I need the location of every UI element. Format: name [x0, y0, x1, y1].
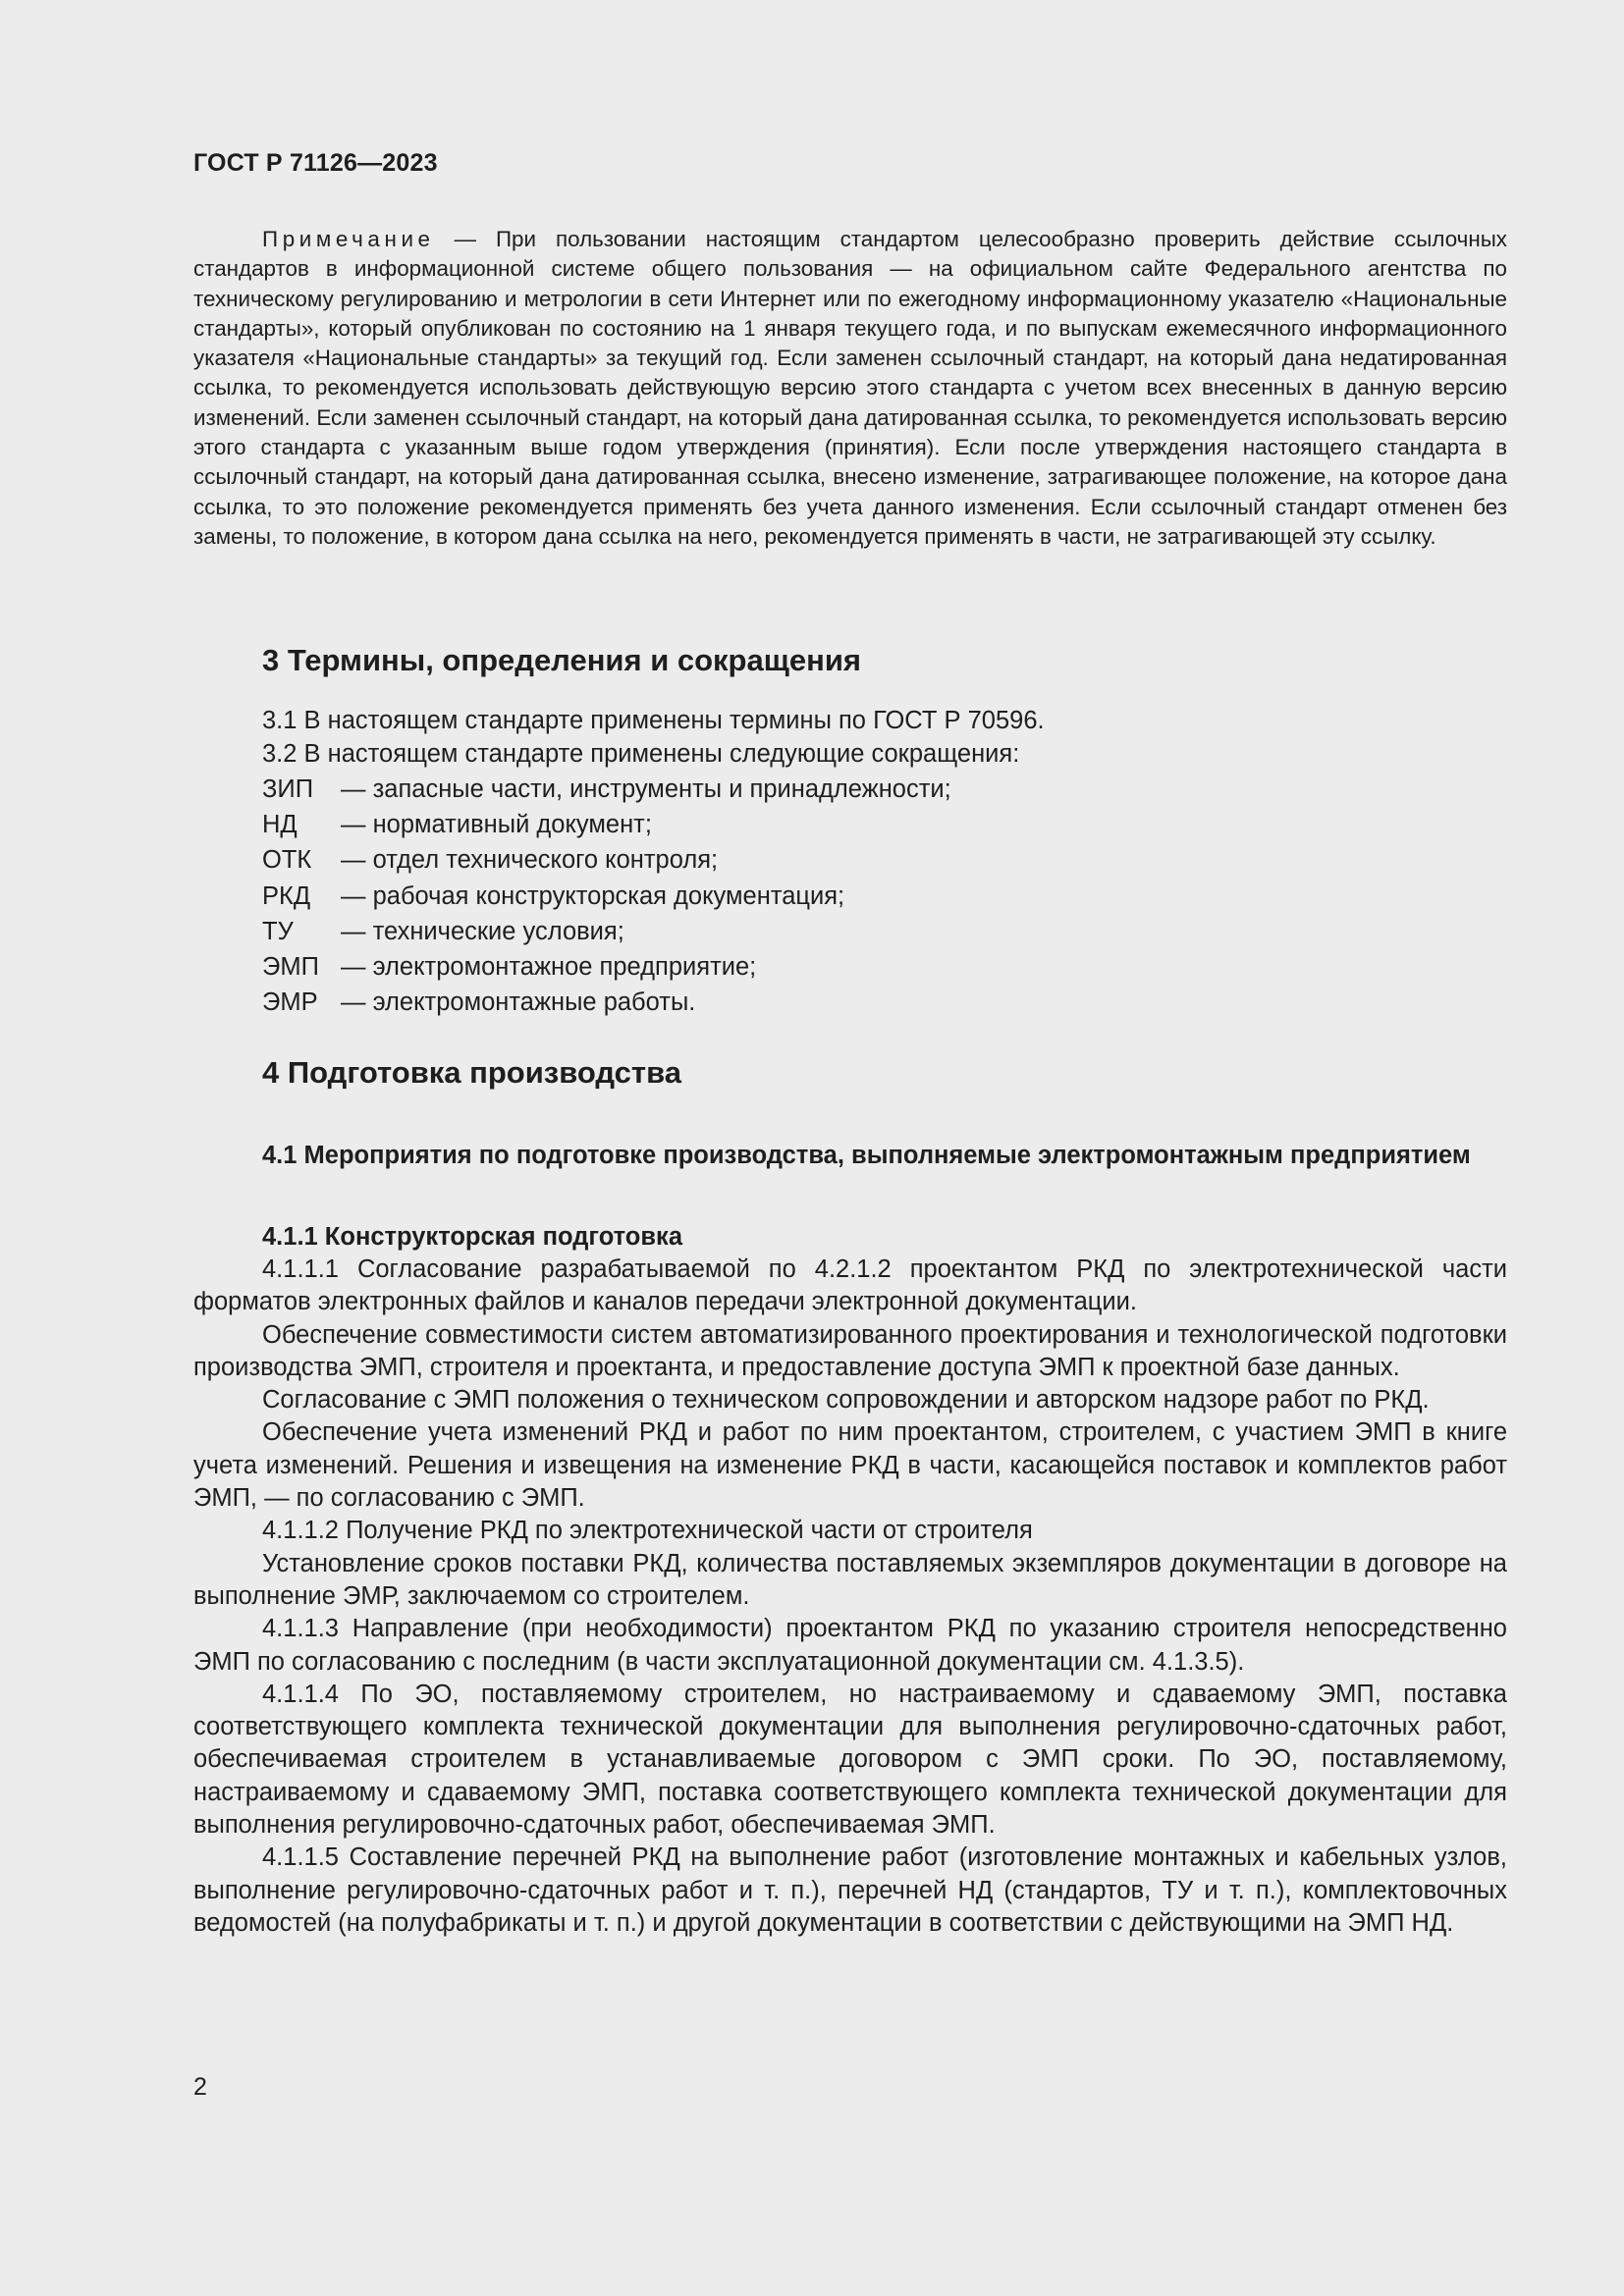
- reference-note: [193, 225, 1507, 552]
- abbreviation-item: [262, 842, 951, 878]
- abbreviation-term: ТУ: [262, 917, 294, 945]
- note-text: При пользовании настоящим стандартом целесообразно проверить действие ссылочных стандартов в информационной системе общего пользования — на официальном сайте Федерального агентства по техническому регулированию и метрологии в сети Интернет или по ежегодному информационному указателю «Национальные стандарты», который опубликован по состоянию на 1 января текущего года, и по выпускам ежемесячного информационного указателя «Национальные стандарты» за текущий год. Если заменен ссылочный стандарт, на который дана недатированная ссылка, то рекомендуется использовать действующую версию этого стандарта с учетом всех внесенных в данную версию изменений. Если заменен ссылочный стандарт, на который дана датированная ссылка, то рекомендуется использовать версию этого стандарта с указанным выше годом утверждения (принятия). Если после утверждения настоящего стандарта в ссылочный стандарт, на который дана датированная ссылка, внесено изменение, затрагивающее положение, на которое дана ссылка, то это положение рекомендуется применять без учета данного изменения. Если ссылочный стандарт отменен без замены, то положение, в котором дана ссылка на него, рекомендуется применять в части, не затрагивающей эту ссылку.: [193, 227, 1507, 549]
- abbreviation-definition: — рабочая конструкторская документация;: [341, 881, 845, 910]
- abbreviation-item: [262, 772, 951, 807]
- section-4-body: [193, 1254, 1507, 1940]
- abbreviation-definition: — электромонтажные работы.: [341, 988, 696, 1017]
- abbreviation-item: [262, 985, 951, 1020]
- body-paragraph: Обеспечение учета изменений РКД и работ по ним проектантом, строителем, с участием ЭМП в книге учета изменений. Решения и извещения на изменение РКД в части, касающейся поставок и комплектов работ ЭМП, — по согласованию с ЭМП.: [193, 1418, 1507, 1513]
- abbreviation-item: [262, 807, 951, 842]
- note-label: Примечание: [262, 227, 435, 251]
- abbreviations-list: [262, 772, 951, 1020]
- body-paragraph: 4.1.1.2 Получение РКД по электротехнической части от строителя: [262, 1517, 1033, 1545]
- abbreviation-definition: — запасные части, инструменты и принадлежности;: [341, 775, 951, 803]
- subsection-4-1-1-heading: 4.1.1 Конструкторская подготовка: [262, 1223, 682, 1251]
- note-dash: —: [434, 227, 496, 251]
- section-3-heading: 3 Термины, определения и сокращения: [262, 643, 861, 677]
- abbreviation-term: ОТК: [262, 846, 312, 875]
- document-id: ГОСТ Р 71126—2023: [193, 149, 438, 177]
- abbreviation-term: ЭМП: [262, 952, 319, 981]
- abbreviation-term: ЭМР: [262, 988, 318, 1017]
- abbreviation-definition: — отдел технического контроля;: [341, 846, 719, 875]
- clause-3-1: 3.1 В настоящем стандарте применены термины по ГОСТ Р 70596.: [262, 707, 1045, 734]
- abbreviation-item: [262, 879, 951, 914]
- clause-3-2: 3.2 В настоящем стандарте применены следующие сокращения:: [262, 740, 1020, 768]
- abbreviation-term: РКД: [262, 881, 311, 910]
- body-paragraph: Согласование с ЭМП положения о техническом сопровождении и авторском надзоре работ по РКД.: [262, 1386, 1430, 1415]
- body-paragraph: 4.1.1.5 Составление перечней РКД на выполнение работ (изготовление монтажных и кабельных узлов, выполнение регулировочно-сдаточных работ и т. п.), перечней НД (стандартов, ТУ и т. п.), комплектовочных ведомостей (на полуфабрикаты и т. п.) и другой документации в соответствии с действующими на ЭМП НД.: [193, 1843, 1507, 1937]
- abbreviation-definition: — технические условия;: [341, 917, 624, 945]
- page-number: 2: [193, 2073, 207, 2101]
- body-paragraph: Установление сроков поставки РКД, количества поставляемых экземпляров документации в договоре на выполнение ЭМР, заключаемом со строителем.: [193, 1549, 1507, 1610]
- subsection-4-1-heading: 4.1 Мероприятия по подготовке производства, выполняемые электромонтажным предприятием: [262, 1142, 1471, 1169]
- body-paragraph: 4.1.1.4 По ЭО, поставляемому строителем, но настраиваемому и сдаваемому ЭМП, поставка соответствующего комплекта технической документации для выполнения регулировочно-сдаточных работ, обеспечиваемая строителем в устанавливаемые договором с ЭМП сроки. По ЭО, поставляемому, настраиваемому и сдаваемому ЭМП, поставка соответствующего комплекта технической документации для выполнения регулировочно-сдаточных работ, обеспечиваемая ЭМП.: [193, 1680, 1507, 1840]
- abbreviation-item: [262, 949, 951, 985]
- body-paragraph: 4.1.1.3 Направление (при необходимости) проектантом РКД по указанию строителя непосредственно ЭМП по согласованию с последним (в части эксплуатационной документации см. 4.1.3.5).: [193, 1615, 1507, 1676]
- abbreviation-item: [262, 914, 951, 949]
- abbreviation-term: НД: [262, 811, 298, 839]
- abbreviation-definition: — электромонтажное предприятие;: [341, 952, 757, 981]
- abbreviation-definition: — нормативный документ;: [341, 811, 652, 839]
- section-4-heading: 4 Подготовка производства: [262, 1055, 681, 1090]
- abbreviation-term: ЗИП: [262, 775, 314, 803]
- body-paragraph: 4.1.1.1 Согласование разрабатываемой по 4.2.1.2 проектантом РКД по электротехнической части форматов электронных файлов и каналов передачи электронной документации.: [193, 1255, 1507, 1316]
- body-paragraph: Обеспечение совместимости систем автоматизированного проектирования и технологической подготовки производства ЭМП, строителя и проектанта, и предоставление доступа ЭМП к проектной базе данных.: [193, 1320, 1507, 1381]
